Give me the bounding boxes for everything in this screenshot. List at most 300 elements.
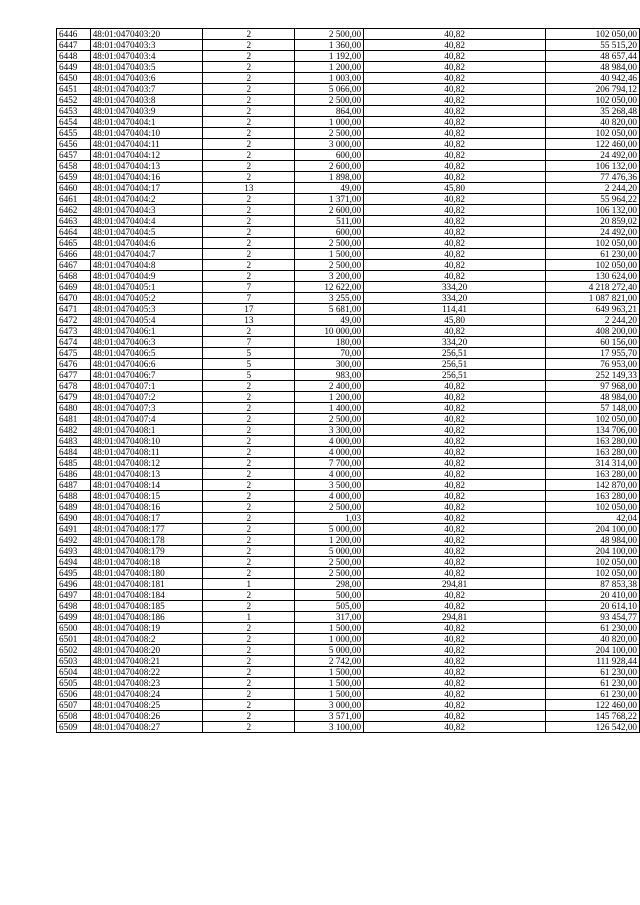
row-number-cell: 6454 [57,117,91,128]
cadastral-number-cell: 48:01:0470404:7 [90,249,203,260]
category-code-cell: 5 [203,359,295,370]
category-code-cell: 2 [203,546,295,557]
cadastral-number-cell: 48:01:0470404:3 [90,205,203,216]
rate-cell: 40,82 [364,436,546,447]
category-code-cell: 2 [203,249,295,260]
rate-cell: 40,82 [364,95,546,106]
table-row [57,590,640,601]
rate-cell: 40,82 [364,590,546,601]
rate-cell: 294,81 [364,579,546,590]
value-cell: 130 624,00 [546,271,640,282]
table-row [57,502,640,513]
rate-cell: 40,82 [364,722,546,733]
category-code-cell: 2 [203,227,295,238]
row-number-cell: 6455 [57,128,91,139]
row-number-cell: 6484 [57,447,91,458]
table-row [57,513,640,524]
value-cell: 102 050,00 [546,29,640,40]
area-cell: 1 500,00 [295,623,364,634]
table-row [57,711,640,722]
value-cell: 102 050,00 [546,260,640,271]
category-code-cell: 2 [203,678,295,689]
row-number-cell: 6450 [57,73,91,84]
rate-cell: 40,82 [364,623,546,634]
category-code-cell: 2 [203,29,295,40]
area-cell: 2 400,00 [295,381,364,392]
value-cell: 408 200,00 [546,326,640,337]
area-cell: 511,00 [295,216,364,227]
cadastral-number-cell: 48:01:0470404:4 [90,216,203,227]
parcel-table [56,28,640,733]
category-code-cell: 17 [203,304,295,315]
area-cell: 3 200,00 [295,271,364,282]
area-cell: 3 255,00 [295,293,364,304]
table-row [57,370,640,381]
table-row [57,205,640,216]
row-number-cell: 6458 [57,161,91,172]
table-row [57,29,640,40]
rate-cell: 40,82 [364,205,546,216]
area-cell: 1 200,00 [295,62,364,73]
value-cell: 2 244,20 [546,315,640,326]
cadastral-number-cell: 48:01:0470404:16 [90,172,203,183]
row-number-cell: 6480 [57,403,91,414]
category-code-cell: 2 [203,590,295,601]
area-cell: 1 500,00 [295,249,364,260]
row-number-cell: 6457 [57,150,91,161]
table-row [57,381,640,392]
table-row [57,568,640,579]
rate-cell: 45,80 [364,315,546,326]
value-cell: 93 454,77 [546,612,640,623]
category-code-cell: 2 [203,469,295,480]
cadastral-number-cell: 48:01:0470408:16 [90,502,203,513]
cadastral-number-cell: 48:01:0470404:1 [90,117,203,128]
value-cell: 204 100,00 [546,645,640,656]
cadastral-number-cell: 48:01:0470407:4 [90,414,203,425]
rate-cell: 40,82 [364,216,546,227]
category-code-cell: 2 [203,216,295,227]
area-cell: 70,00 [295,348,364,359]
cadastral-number-cell: 48:01:0470408:22 [90,667,203,678]
area-cell: 1 200,00 [295,392,364,403]
category-code-cell: 2 [203,161,295,172]
table-row [57,414,640,425]
table-row [57,667,640,678]
rate-cell: 40,82 [364,392,546,403]
cadastral-number-cell: 48:01:0470404:9 [90,271,203,282]
value-cell: 40 820,00 [546,117,640,128]
cadastral-number-cell: 48:01:0470404:2 [90,194,203,205]
value-cell: 2 244,20 [546,183,640,194]
value-cell: 97 968,00 [546,381,640,392]
cadastral-number-cell: 48:01:0470408:25 [90,700,203,711]
category-code-cell: 2 [203,62,295,73]
area-cell: 2 500,00 [295,95,364,106]
table-row [57,238,640,249]
row-number-cell: 6460 [57,183,91,194]
row-number-cell: 6466 [57,249,91,260]
table-row [57,579,640,590]
value-cell: 24 492,00 [546,150,640,161]
category-code-cell: 2 [203,51,295,62]
area-cell: 49,00 [295,315,364,326]
rate-cell: 40,82 [364,106,546,117]
category-code-cell: 2 [203,172,295,183]
value-cell: 87 853,38 [546,579,640,590]
rate-cell: 40,82 [364,447,546,458]
area-cell: 3 571,00 [295,711,364,722]
cadastral-number-cell: 48:01:0470404:12 [90,150,203,161]
table-row [57,304,640,315]
rate-cell: 40,82 [364,51,546,62]
value-cell: 111 928,44 [546,656,640,667]
table-row [57,546,640,557]
rate-cell: 40,82 [364,634,546,645]
area-cell: 505,00 [295,601,364,612]
value-cell: 40 942,46 [546,73,640,84]
cadastral-number-cell: 48:01:0470408:11 [90,447,203,458]
cadastral-number-cell: 48:01:0470404:10 [90,128,203,139]
cadastral-number-cell: 48:01:0470408:27 [90,722,203,733]
category-code-cell: 2 [203,524,295,535]
cadastral-number-cell: 48:01:0470404:13 [90,161,203,172]
rate-cell: 40,82 [364,480,546,491]
row-number-cell: 6469 [57,282,91,293]
cadastral-number-cell: 48:01:0470408:26 [90,711,203,722]
rate-cell: 40,82 [364,117,546,128]
rate-cell: 40,82 [364,128,546,139]
row-number-cell: 6464 [57,227,91,238]
category-code-cell: 2 [203,447,295,458]
row-number-cell: 6498 [57,601,91,612]
cadastral-number-cell: 48:01:0470403:20 [90,29,203,40]
table-row [57,480,640,491]
category-code-cell: 2 [203,623,295,634]
row-number-cell: 6488 [57,491,91,502]
cadastral-number-cell: 48:01:0470405:4 [90,315,203,326]
rate-cell: 114,41 [364,304,546,315]
value-cell: 106 132,00 [546,205,640,216]
category-code-cell: 5 [203,348,295,359]
category-code-cell: 2 [203,634,295,645]
rate-cell: 40,82 [364,172,546,183]
category-code-cell: 2 [203,403,295,414]
value-cell: 102 050,00 [546,557,640,568]
category-code-cell: 2 [203,491,295,502]
rate-cell: 40,82 [364,62,546,73]
category-code-cell: 2 [203,260,295,271]
row-number-cell: 6494 [57,557,91,568]
table-row [57,425,640,436]
area-cell: 4 000,00 [295,436,364,447]
table-row [57,161,640,172]
row-number-cell: 6503 [57,656,91,667]
category-code-cell: 2 [203,150,295,161]
row-number-cell: 6477 [57,370,91,381]
cadastral-number-cell: 48:01:0470404:8 [90,260,203,271]
cadastral-number-cell: 48:01:0470405:1 [90,282,203,293]
rate-cell: 40,82 [364,656,546,667]
category-code-cell: 7 [203,337,295,348]
area-cell: 600,00 [295,227,364,238]
table-row [57,62,640,73]
rate-cell: 40,82 [364,458,546,469]
value-cell: 102 050,00 [546,238,640,249]
area-cell: 2 500,00 [295,260,364,271]
row-number-cell: 6476 [57,359,91,370]
table-row [57,458,640,469]
rate-cell: 40,82 [364,667,546,678]
rate-cell: 40,82 [364,414,546,425]
area-cell: 5 000,00 [295,645,364,656]
table-row [57,84,640,95]
cadastral-number-cell: 48:01:0470408:20 [90,645,203,656]
table-row [57,271,640,282]
category-code-cell: 2 [203,667,295,678]
category-code-cell: 2 [203,557,295,568]
value-cell: 48 984,00 [546,392,640,403]
rate-cell: 40,82 [364,425,546,436]
row-number-cell: 6446 [57,29,91,40]
value-cell: 77 476,36 [546,172,640,183]
cadastral-number-cell: 48:01:0470405:3 [90,304,203,315]
row-number-cell: 6483 [57,436,91,447]
table-row [57,73,640,84]
category-code-cell: 2 [203,414,295,425]
area-cell: 983,00 [295,370,364,381]
value-cell: 102 050,00 [546,128,640,139]
parcel-table-body [57,29,640,733]
category-code-cell: 2 [203,656,295,667]
cadastral-number-cell: 48:01:0470408:180 [90,568,203,579]
area-cell: 4 000,00 [295,447,364,458]
category-code-cell: 2 [203,535,295,546]
row-number-cell: 6473 [57,326,91,337]
rate-cell: 40,82 [364,568,546,579]
category-code-cell: 2 [203,117,295,128]
cadastral-number-cell: 48:01:0470407:2 [90,392,203,403]
area-cell: 2 500,00 [295,414,364,425]
cadastral-number-cell: 48:01:0470408:2 [90,634,203,645]
value-cell: 102 050,00 [546,414,640,425]
area-cell: 2 500,00 [295,568,364,579]
table-row [57,524,640,535]
cadastral-number-cell: 48:01:0470406:5 [90,348,203,359]
row-number-cell: 6456 [57,139,91,150]
category-code-cell: 2 [203,480,295,491]
rate-cell: 40,82 [364,139,546,150]
table-row [57,194,640,205]
cadastral-number-cell: 48:01:0470408:24 [90,689,203,700]
area-cell: 7 700,00 [295,458,364,469]
category-code-cell: 2 [203,436,295,447]
table-row [57,447,640,458]
cadastral-number-cell: 48:01:0470408:181 [90,579,203,590]
value-cell: 61 230,00 [546,667,640,678]
rate-cell: 40,82 [364,469,546,480]
table-row [57,700,640,711]
category-code-cell: 13 [203,315,295,326]
table-row [57,183,640,194]
cadastral-number-cell: 48:01:0470404:6 [90,238,203,249]
row-number-cell: 6478 [57,381,91,392]
area-cell: 3 000,00 [295,700,364,711]
row-number-cell: 6472 [57,315,91,326]
rate-cell: 40,82 [364,260,546,271]
rate-cell: 334,20 [364,282,546,293]
area-cell: 500,00 [295,590,364,601]
rate-cell: 256,51 [364,348,546,359]
row-number-cell: 6499 [57,612,91,623]
cadastral-number-cell: 48:01:0470406:6 [90,359,203,370]
row-number-cell: 6485 [57,458,91,469]
area-cell: 300,00 [295,359,364,370]
rate-cell: 40,82 [364,403,546,414]
rate-cell: 40,82 [364,700,546,711]
row-number-cell: 6468 [57,271,91,282]
value-cell: 42,04 [546,513,640,524]
area-cell: 600,00 [295,150,364,161]
cadastral-number-cell: 48:01:0470408:15 [90,491,203,502]
rate-cell: 40,82 [364,161,546,172]
category-code-cell: 2 [203,205,295,216]
cadastral-number-cell: 48:01:0470408:13 [90,469,203,480]
rate-cell: 40,82 [364,601,546,612]
rate-cell: 294,81 [364,612,546,623]
row-number-cell: 6447 [57,40,91,51]
table-row [57,117,640,128]
rate-cell: 256,51 [364,370,546,381]
rate-cell: 40,82 [364,150,546,161]
row-number-cell: 6449 [57,62,91,73]
table-row [57,282,640,293]
table-row [57,139,640,150]
category-code-cell: 2 [203,722,295,733]
row-number-cell: 6492 [57,535,91,546]
area-cell: 1 500,00 [295,667,364,678]
row-number-cell: 6486 [57,469,91,480]
area-cell: 5 000,00 [295,546,364,557]
row-number-cell: 6459 [57,172,91,183]
value-cell: 122 460,00 [546,700,640,711]
cadastral-number-cell: 48:01:0470408:1 [90,425,203,436]
cadastral-number-cell: 48:01:0470408:23 [90,678,203,689]
table-row [57,601,640,612]
row-number-cell: 6481 [57,414,91,425]
area-cell: 2 500,00 [295,502,364,513]
table-row [57,392,640,403]
table-row [57,689,640,700]
category-code-cell: 2 [203,700,295,711]
rate-cell: 40,82 [364,557,546,568]
row-number-cell: 6497 [57,590,91,601]
category-code-cell: 2 [203,513,295,524]
value-cell: 1 087 821,00 [546,293,640,304]
cadastral-number-cell: 48:01:0470403:6 [90,73,203,84]
value-cell: 126 542,00 [546,722,640,733]
area-cell: 3 000,00 [295,139,364,150]
rate-cell: 40,82 [364,238,546,249]
area-cell: 4 000,00 [295,469,364,480]
area-cell: 3 300,00 [295,425,364,436]
row-number-cell: 6453 [57,106,91,117]
row-number-cell: 6496 [57,579,91,590]
cadastral-number-cell: 48:01:0470408:177 [90,524,203,535]
row-number-cell: 6467 [57,260,91,271]
value-cell: 61 230,00 [546,623,640,634]
category-code-cell: 2 [203,601,295,612]
table-row [57,40,640,51]
row-number-cell: 6495 [57,568,91,579]
area-cell: 180,00 [295,337,364,348]
value-cell: 163 280,00 [546,469,640,480]
area-cell: 317,00 [295,612,364,623]
rate-cell: 40,82 [364,711,546,722]
table-row [57,623,640,634]
category-code-cell: 13 [203,183,295,194]
table-row [57,293,640,304]
area-cell: 3 500,00 [295,480,364,491]
rate-cell: 40,82 [364,84,546,95]
cadastral-number-cell: 48:01:0470403:5 [90,62,203,73]
value-cell: 20 859,02 [546,216,640,227]
row-number-cell: 6461 [57,194,91,205]
value-cell: 20 614,10 [546,601,640,612]
table-row [57,359,640,370]
value-cell: 55 964,22 [546,194,640,205]
area-cell: 2 500,00 [295,29,364,40]
row-number-cell: 6448 [57,51,91,62]
table-row [57,106,640,117]
cadastral-number-cell: 48:01:0470404:5 [90,227,203,238]
value-cell: 163 280,00 [546,447,640,458]
value-cell: 48 984,00 [546,535,640,546]
category-code-cell: 1 [203,612,295,623]
area-cell: 5 000,00 [295,524,364,535]
cadastral-number-cell: 48:01:0470408:12 [90,458,203,469]
rate-cell: 40,82 [364,645,546,656]
rate-cell: 40,82 [364,73,546,84]
cadastral-number-cell: 48:01:0470404:11 [90,139,203,150]
value-cell: 40 820,00 [546,634,640,645]
category-code-cell: 2 [203,106,295,117]
table-row [57,227,640,238]
area-cell: 10 000,00 [295,326,364,337]
category-code-cell: 2 [203,689,295,700]
value-cell: 252 149,33 [546,370,640,381]
category-code-cell: 2 [203,194,295,205]
cadastral-number-cell: 48:01:0470408:17 [90,513,203,524]
cadastral-number-cell: 48:01:0470408:18 [90,557,203,568]
area-cell: 1 000,00 [295,634,364,645]
table-row [57,722,640,733]
cadastral-number-cell: 48:01:0470403:3 [90,40,203,51]
category-code-cell: 2 [203,425,295,436]
category-code-cell: 5 [203,370,295,381]
area-cell: 1,03 [295,513,364,524]
row-number-cell: 6452 [57,95,91,106]
row-number-cell: 6490 [57,513,91,524]
table-row [57,128,640,139]
row-number-cell: 6489 [57,502,91,513]
category-code-cell: 2 [203,458,295,469]
value-cell: 20 410,00 [546,590,640,601]
table-row [57,656,640,667]
table-row [57,469,640,480]
area-cell: 1 360,00 [295,40,364,51]
cadastral-number-cell: 48:01:0470403:4 [90,51,203,62]
